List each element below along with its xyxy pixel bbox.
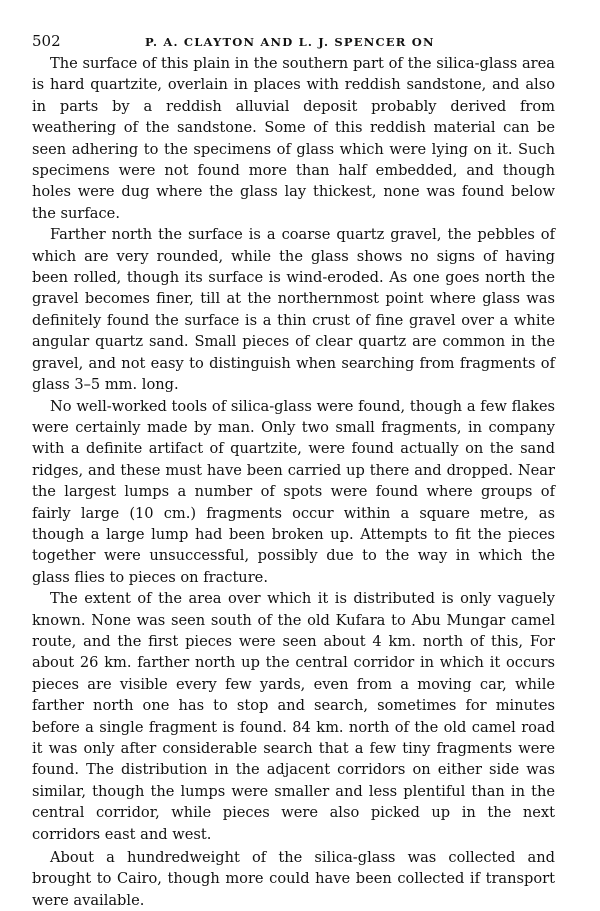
paragraph-collection: About a hundredweight of the silica-glass was collected and brought to Cairo, though more could have been collected if transport were available. — [32, 849, 555, 909]
running-title: P. A. CLAYTON AND L. J. SPENCER ON — [145, 35, 435, 49]
body-text — [32, 53, 555, 911]
paragraph-farther-north: Farther north the surface is a coarse quartz gravel, the pebbles of which are very rounded, while the glass shows no signs of having been rolled, though its surface is wind-eroded. As one goes north the gravel becomes finer, till at the northernmost point where glass was definitely found the surface is a thin crust of fine gravel over a white angular quartz sand. Small pieces of clear quartz are common in the gravel, and not easy to distinguish when searching from fragments of glass 3–5 mm. long. — [32, 226, 555, 394]
paragraph-surface-plain: The surface of this plain in the southern part of the silica-glass area is hard quartzite, overlain in places with reddish sandstone, and also in parts by a reddish alluvial deposit probably derived from weathering of the sandstone. Some of this reddish material can be seen adhering to the specimens of glass which were lying on it. Such specimens were not found more than half embedded, and though holes were dug where the glass lay thickest, none was found below the surface. — [32, 55, 555, 222]
page-number: 502 — [32, 32, 61, 50]
paragraph-tools: No well-worked tools of silica-glass were found, though a few flakes were certainly made by man. Only two small fragments, in company with a definite artifact of quartzite, were found actually on the sand ridges, and these must have been carried up there and dropped. Near the largest lumps a number of spots were found where groups of fairly large (10 cm.) fragments occur within a square metre, as though a large lump had been broken up. Attempts to fit the pieces together were unsuccessful, possibly due to the way in which the glass flies to pieces on fracture. — [32, 397, 555, 586]
running-head — [32, 30, 555, 52]
document-page — [32, 30, 555, 911]
paragraph-extent: The extent of the area over which it is distributed is only vaguely known. None was seen south of the old Kufara to Abu Mungar camel route, and the first pieces were seen about 4 km. north of this, For about 26 km. farther north up the central corridor in which it occurs pieces are visible every few yards, even from a moving car, while farther north one has to stop and search, sometimes for minutes before a single fragment is found. 84 km. north of the old camel road it was only after considerable search that a few tiny fragments were found. The distribution in the adjacent corridors on either side was similar, though the lumps were smaller and less plentiful than in the central corridor, while pieces were also picked up in the next corridors east and west. — [32, 590, 555, 843]
